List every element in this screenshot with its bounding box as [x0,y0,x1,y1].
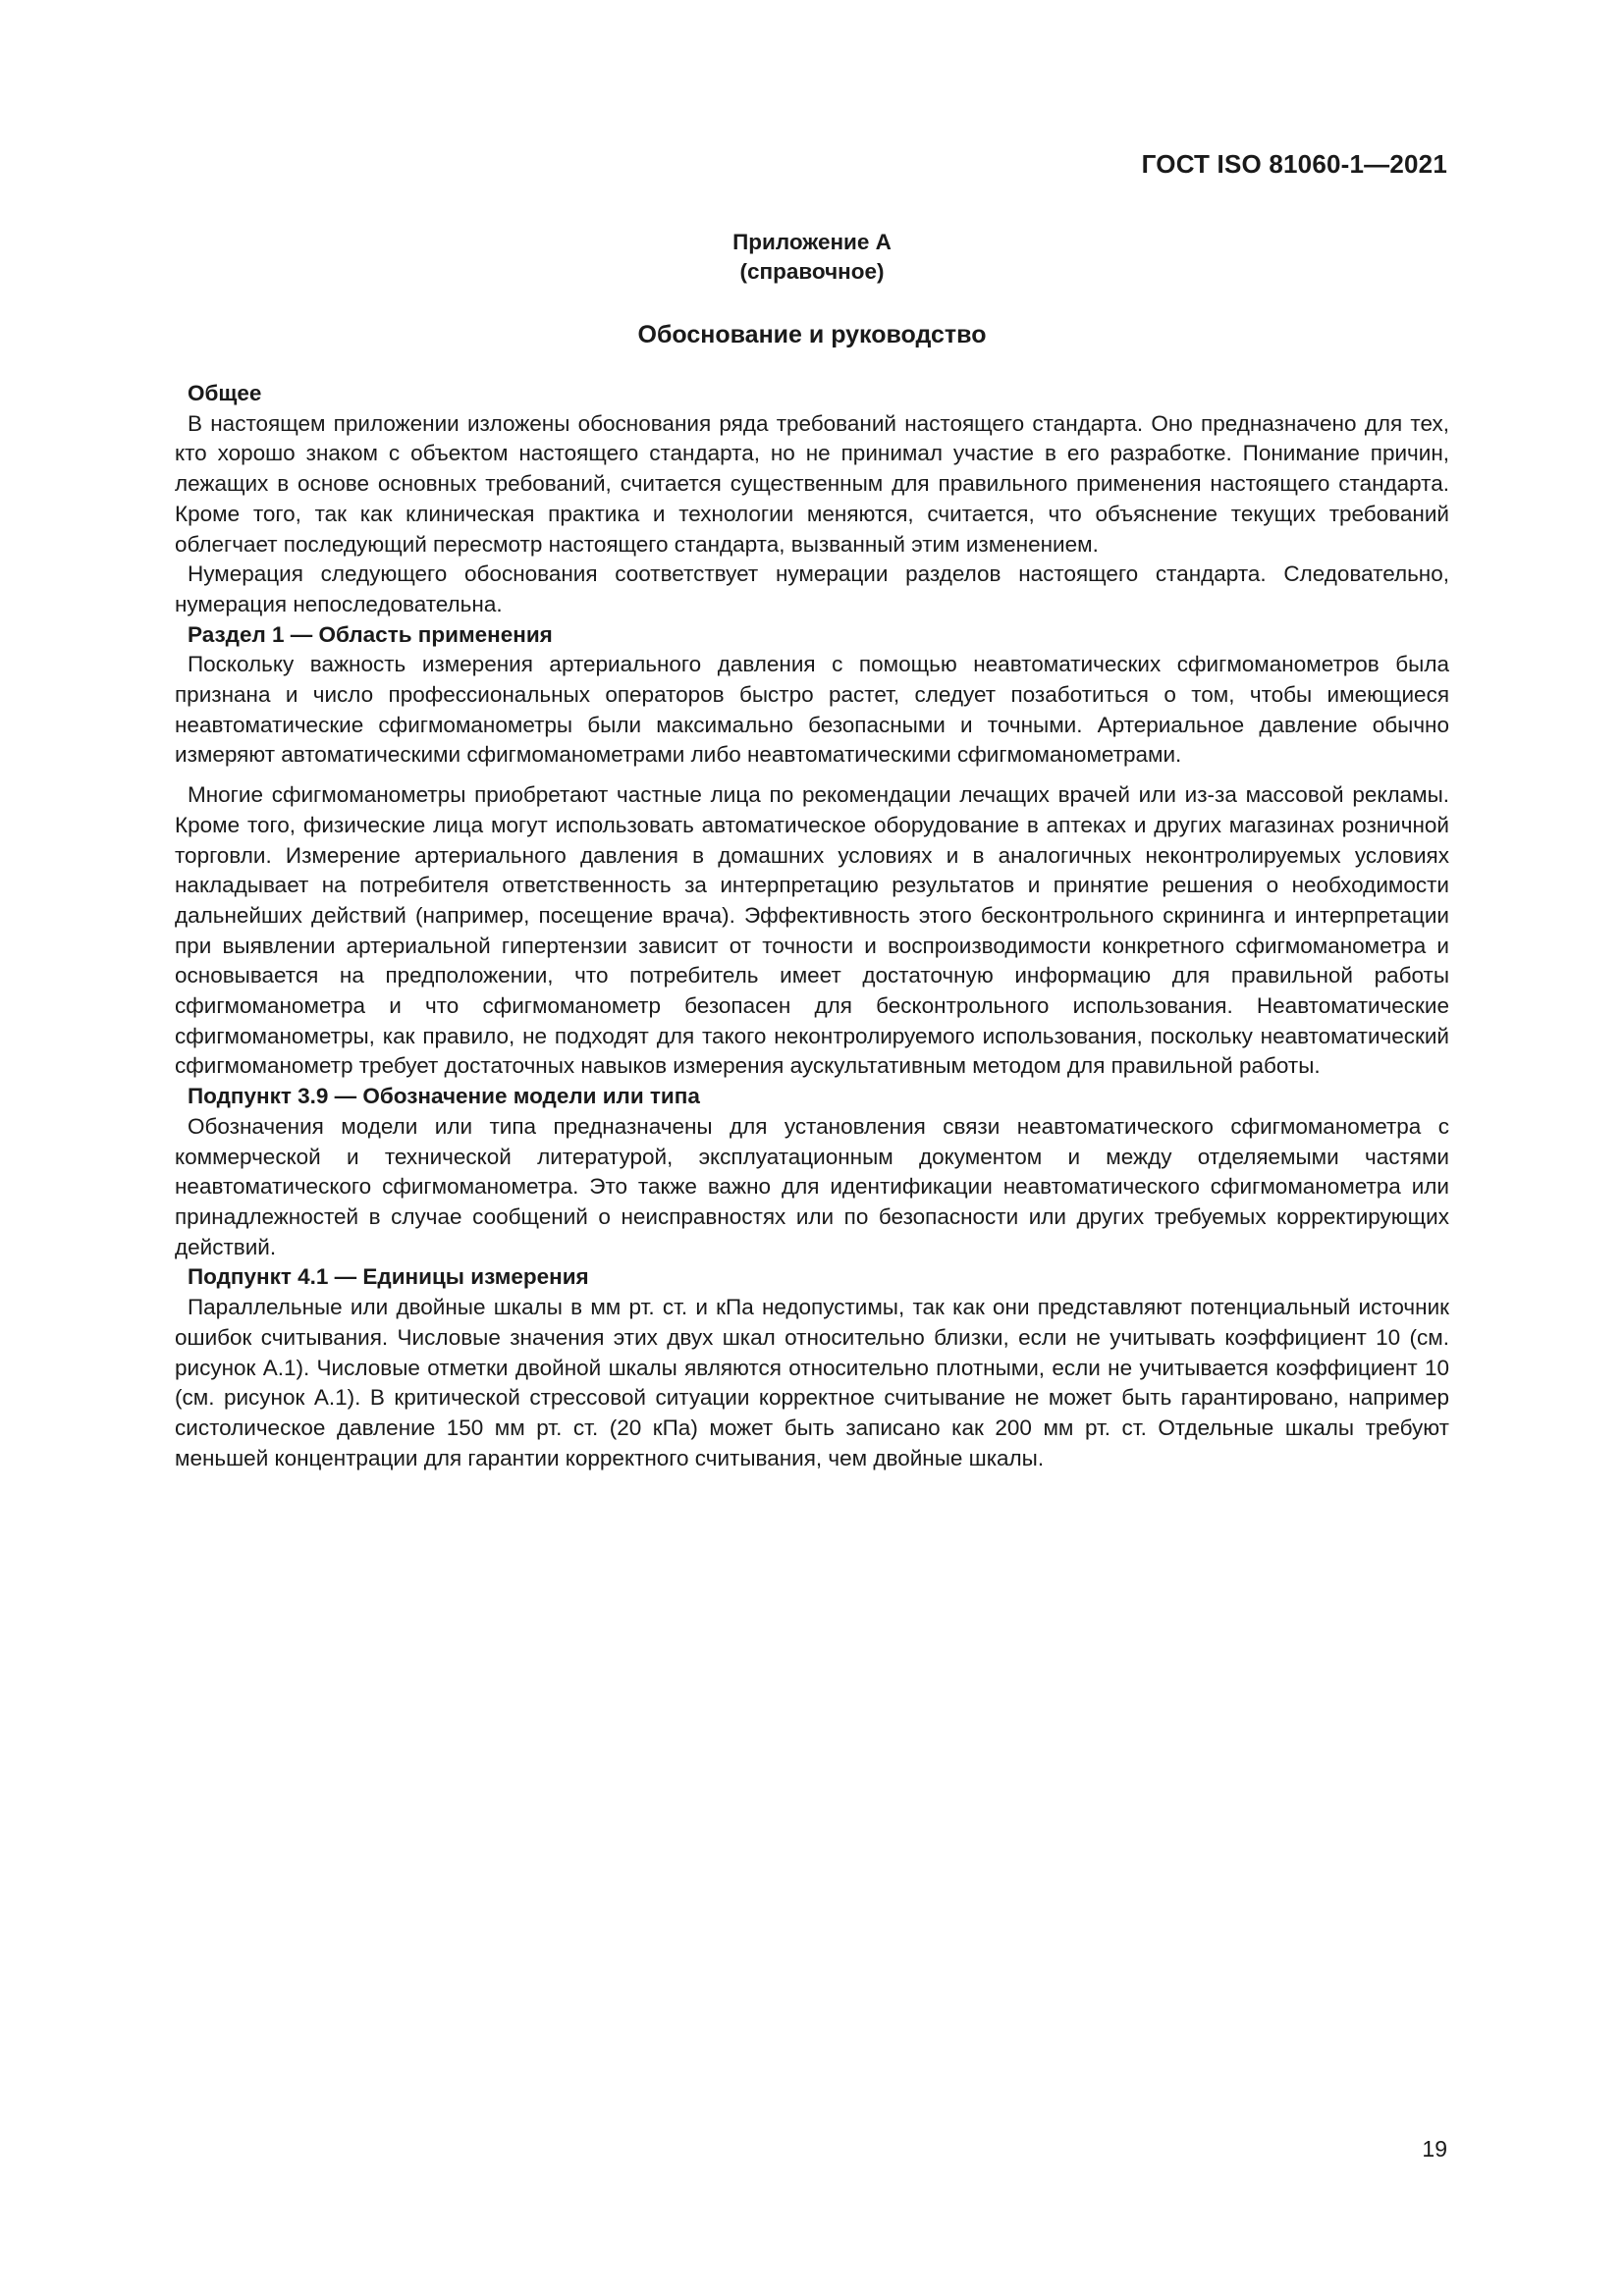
paragraph: Параллельные или двойные шкалы в мм рт. ст. и кПа недопустимы, так как они представляют потенциальный источник ошибок считывания. Числовые значения этих двух шкал относительно близки, если не учитывать коэффициент 10 (см. рисунок А.1). Числовые отметки двойной шкалы являются относительно плотными, если не учитывается коэффициент 10 (см. рисунок А.1). В критической стрессовой ситуации корректное считывание не может быть гарантировано, например систолическое давление 150 мм рт. ст. (20 кПа) может быть записано как 200 мм рт. ст. Отдельные шкалы требуют меньшей концентрации для гарантии корректного считывания, чем двойные шкалы. [175,1295,1449,1470]
annex-title: Обоснование и руководство [637,321,987,348]
annex-label: Приложение А [732,230,892,254]
section-heading-general: Общее [188,381,262,405]
paragraph: Нумерация следующего обоснования соответствует нумерации разделов настоящего стандарта. Следовательно, нумерация непоследовательна. [175,561,1449,616]
paragraph: Поскольку важность измерения артериального давления с помощью неавтоматических сфигмоманометров была признана и число профессиональных операторов быстро растет, следует позаботиться о том, чтобы имеющиеся неавтоматические сфигмоманометры были максимально безопасными и точными. Артериальное давление обычно измеряют автоматическими сфигмоманометрами либо неавтоматическими сфигмоманометрами. [175,652,1449,768]
annex-heading [0,228,1624,287]
annex-status: (справочное) [739,259,885,284]
paragraph: Многие сфигмоманометры приобретают частные лица по рекомендации лечащих врачей или из-за массовой рекламы. Кроме того, физические лица могут использовать автоматическое оборудование в аптеках и других магазинах розничной торговли. Измерение артериального давления в домашних условиях и в аналогичных неконтролируемых условиях накладывает на потребителя ответственность за интерпретацию результатов и принятие решения о необходимости дальнейших действий (например, посещение врача). Эффективность этого бесконтрольного скрининга и интерпретации при выявлении артериальной гипертензии зависит от точности и воспроизводимости конкретного сфигмоманометра и основывается на предположении, что потребитель имеет достаточную информацию для правильной работы сфигмоманометра и что сфигмоманометр безопасен для бесконтрольного использования. Неавтоматические сфигмоманометры, как правило, не подходят для такого неконтролируемого использования, поскольку неавтоматический сфигмоманометр требует достаточных навыков измерения аускультативным методом для правильной работы. [175,782,1449,1079]
section-heading-units: Подпункт 4.1 — Единицы измерения [188,1264,589,1290]
section-heading-model-designation: Подпункт 3.9 — Обозначение модели или типа [188,1084,700,1109]
page-number: 19 [1422,2136,1447,2162]
document-code-header: ГОСТ ISO 81060-1—2021 [1141,149,1447,179]
document-body [175,379,1449,1473]
paragraph: В настоящем приложении изложены обоснования ряда требований настоящего стандарта. Оно предназначено для тех, кто хорошо знаком с объектом настоящего стандарта, но не принимал участие в его разработке. Понимание причин, лежащих в основе основных требований, считается существенным для правильного применения настоящего стандарта. Кроме того, так как клиническая практика и технологии меняются, считается, что объяснение текущих требований облегчает последующий пересмотр настоящего стандарта, вызванный этим изменением. [175,410,1449,557]
paragraph: Обозначения модели или типа предназначены для установления связи неавтоматического сфигмоманометра с коммерческой и технической литературой, эксплуатационным документом и между отделяемыми частями неавтоматического сфигмоманометра. Это также важно для идентификации неавтоматического сфигмоманометра или принадлежностей в случае сообщений о неисправностях или по безопасности или других требуемых корректирующих действий. [175,1113,1449,1259]
section-heading-scope: Раздел 1 — Область применения [188,621,553,647]
